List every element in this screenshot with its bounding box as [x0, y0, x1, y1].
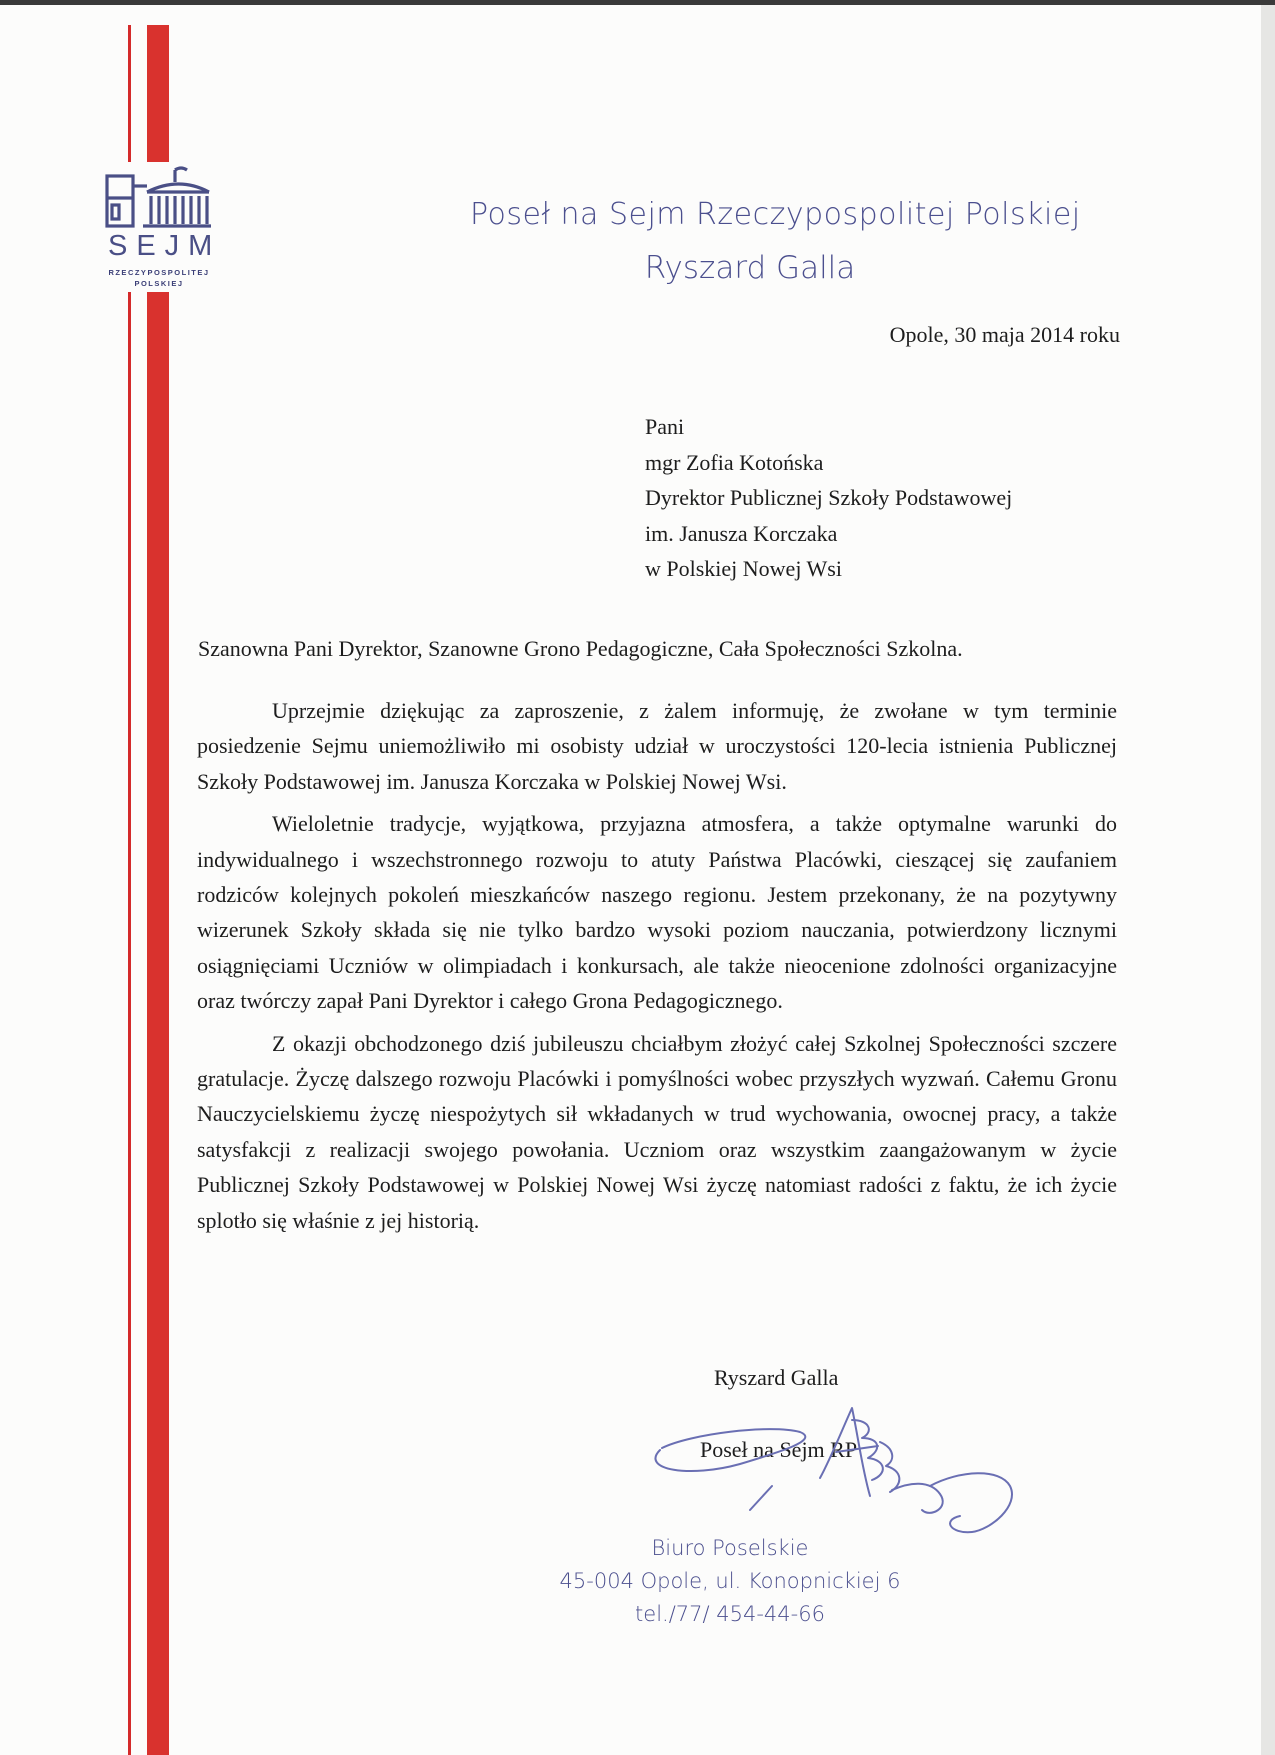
body-paragraph: Uprzejmie dziękując za zaproszenie, z żalem informuję, że zwołane w tym terminie posiedzenie Sejmu uniemożliwiło mi osobisty udział w uroczystości 120-lecia istnienia Publicznej Szkoły Podstawowej im. Janusza Korczaka w Polskiej Nowej Wsi.: [197, 698, 1117, 794]
body-paragraph: Z okazji obchodzonego dziś jubileuszu chciałbym złożyć całej Szkolnej Społeczności szczere gratulacje. Życzę dalszego rozwoju Placówki i pomyślności wobec przyszłych wyzwań. Całemu Gronu Nauczycielskiemu życzę niespożytych sił wkładanych w trud wychowania, owocnej pracy, a także satysfakcji z realizacji swojego powołania. Uczniom oraz wszystkim zaangażowanym w życie Publicznej Szkoły Podstawowej w Polskiej Nowej Wsi życzę natomiast radości z faktu, że ich życie splotło się właśnie z jej historią.: [197, 1030, 1117, 1233]
recipient-line: mgr Zofia Kotońska: [645, 449, 824, 475]
body-paragraph: Wieloletnie tradycje, wyjątkowa, przyjazna atmosfera, a także optymalne warunki do indywidualnego i wszechstronnego rozwoju to atuty Państwa Placówki, cieszącej się zaufaniem rodziców kolejnych pokoleń mieszkańców naszego regionu. Jestem przekonany, że na pozytywny wizerunek Szkoły składa się nie tylko bardzo wysoki poziom nauczania, potwierdzony licznymi osiągnięciami Uczniów w olimpiadach i konkursach, ale także nieocenione zdolności organizacyjne oraz twórczy zapał Pani Dyrektor i całego Grona Pedagogicznego.: [197, 811, 1117, 1014]
logo-wordmark: SEJM: [108, 230, 222, 262]
signature-role: Poseł na Sejm RP: [700, 1437, 858, 1462]
logo-subtitle-line1: RZECZYPOSPOLITEJ: [108, 268, 210, 277]
letterhead-title: Poseł na Sejm Rzeczypospolitej Polskiej: [470, 197, 1081, 232]
recipient-line: Dyrektor Publicznej Szkoły Podstawowej: [645, 485, 1013, 510]
footer-address: 45-004 Opole, ul. Konopnickiej 6: [559, 1569, 901, 1593]
logo-subtitle-line2: POLSKIEJ: [134, 279, 184, 288]
salutation: Szanowna Pani Dyrektor, Szanowne Grono Pedagogiczne, Cała Społeczności Szkolna.: [198, 636, 963, 661]
signature-name: Ryszard Galla: [714, 1365, 839, 1390]
scan-edge-right: [1261, 5, 1275, 1755]
letterhead-name: Ryszard Galla: [644, 250, 856, 286]
sejm-building-icon: [103, 162, 215, 230]
recipient-address: [645, 409, 1012, 587]
letter-date: Opole, 30 maja 2014 roku: [889, 322, 1120, 347]
footer-office: Biuro Poselskie: [651, 1536, 809, 1560]
recipient-line: w Polskiej Nowej Wsi: [645, 556, 842, 581]
sejm-logo: [100, 162, 222, 292]
recipient-line: Pani: [645, 414, 685, 439]
recipient-line: im. Janusza Korczaka: [645, 520, 838, 546]
footer-phone: tel./77/ 454-44-66: [635, 1602, 825, 1626]
letter-body: [197, 693, 1117, 1245]
handwritten-signature-icon: [630, 1390, 1030, 1550]
